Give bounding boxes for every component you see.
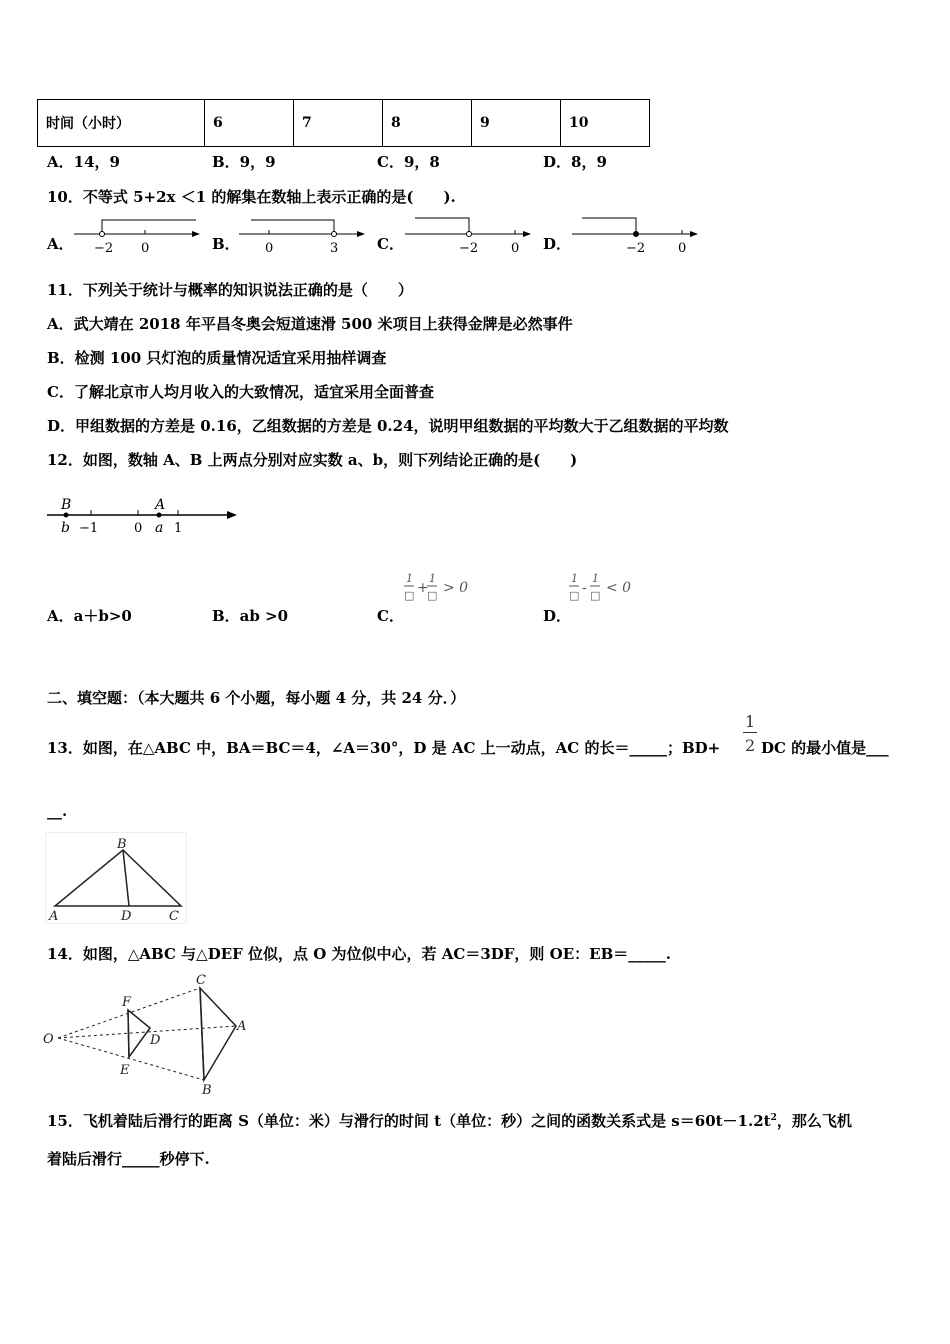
vertex-label: D	[150, 1033, 161, 1048]
table-header-cell: 时间（小时）	[38, 100, 205, 147]
tick-label: a	[155, 520, 164, 536]
q9-option-d: D．8，9	[543, 153, 607, 171]
q12-option-c: C．	[377, 607, 404, 625]
numerator: 1	[571, 572, 578, 585]
vertex-label: F	[122, 995, 132, 1010]
numerator: 1	[592, 572, 599, 585]
q9-option-c: C．9，8	[377, 153, 440, 171]
q10-label-d: D．	[543, 235, 572, 253]
q10-label-a: A．	[47, 235, 74, 253]
q12-d-expression	[568, 570, 648, 606]
table-cell: 6	[205, 100, 294, 147]
relation: < 0	[606, 580, 632, 596]
q10-numberline-c	[403, 214, 533, 256]
tick-label: b	[61, 520, 70, 536]
relation: > 0	[443, 580, 469, 596]
hours-table	[37, 99, 650, 147]
table-row	[38, 100, 650, 147]
vertex-label: O	[43, 1032, 54, 1047]
q10-numberline-b	[237, 214, 367, 256]
point-label-A: A	[155, 497, 166, 513]
operator: -	[582, 580, 587, 596]
q13-frac-den: 2	[745, 736, 756, 755]
section-heading: 二、填空题：（本大题共 6 个小题，每小题 4 分，共 24 分．）	[47, 689, 466, 707]
q13-stem: 13．如图，在△ABC 中，BA＝BC＝4，∠A＝30°，D 是 AC 上一动点，AC 的长＝_____；BD+	[47, 739, 721, 757]
q12-option-a: A．a＋b>0	[47, 607, 132, 625]
q12-stem: 12．如图，数轴 A、B 上两点分别对应实数 a、b，则下列结论正确的是( )	[47, 451, 578, 469]
tick-label: 0	[678, 241, 687, 256]
q12-c-expression	[403, 570, 483, 606]
q15-text-tail: ，那么飞机	[776, 1112, 852, 1130]
q10-numberline-a	[72, 214, 202, 256]
denominator: □	[569, 589, 580, 602]
numerator: 1	[406, 572, 413, 585]
point-label-B: B	[61, 497, 72, 513]
vertex-label: C	[196, 973, 206, 988]
tick-label: −1	[79, 521, 99, 536]
q11-option-a: A．武大靖在 2018 年平昌冬奥会短道速滑 500 米项目上获得金牌是必然事件	[47, 315, 573, 333]
vertex-label: C	[169, 909, 179, 924]
tick-label: −2	[626, 241, 646, 256]
q10-label-b: B．	[212, 235, 240, 253]
denominator: □	[427, 589, 438, 602]
tick-label: 1	[174, 521, 183, 536]
tick-label: −2	[459, 241, 479, 256]
q15-text: 15．飞机着陆后滑行的距离 S（单位：米）与滑行的时间 t（单位：秒）之间的函数关系式是 s＝60t－1.2t	[47, 1112, 771, 1130]
q9-option-b: B．9，9	[212, 153, 276, 171]
tick-label: 0	[141, 241, 150, 256]
q10-numberline-d	[570, 214, 700, 256]
tick-label: 3	[330, 241, 339, 256]
tick-label: 0	[134, 521, 143, 536]
vertex-label: B	[202, 1083, 212, 1098]
vertex-label: A	[49, 909, 59, 924]
q12-option-d: D．	[543, 607, 572, 625]
table-cell: 10	[561, 100, 650, 147]
denominator: □	[590, 589, 601, 602]
q11-stem: 11．下列关于统计与概率的知识说法正确的是（ ）	[47, 281, 413, 299]
tick-label: −2	[94, 241, 114, 256]
q9-option-a: A．14，9	[47, 153, 120, 171]
numerator: 1	[429, 572, 436, 585]
table-cell: 7	[294, 100, 383, 147]
vertex-label: B	[117, 837, 127, 852]
denominator: □	[404, 589, 415, 602]
q14-homothety-figure	[40, 970, 255, 1098]
q13-continuation: __.	[47, 802, 68, 820]
tick-label: 0	[265, 241, 274, 256]
vertex-label: A	[237, 1019, 247, 1034]
table-cell: 8	[383, 100, 472, 147]
q13-frac-num: 1	[745, 712, 756, 731]
q15-line1	[47, 1110, 852, 1131]
q10-label-c: C．	[377, 235, 404, 253]
q13-frac-bar	[743, 732, 757, 733]
q13-tail: DC 的最小值是___	[761, 739, 889, 757]
q12-numberline	[45, 494, 240, 540]
operator: +	[417, 580, 429, 596]
vertex-label: E	[120, 1063, 130, 1078]
tick-label: 0	[511, 241, 520, 256]
q13-triangle-figure	[45, 832, 187, 924]
table-cell: 9	[472, 100, 561, 147]
q11-option-d: D．甲组数据的方差是 0.16，乙组数据的方差是 0.24，说明甲组数据的平均数大于乙组数据的平均数	[47, 417, 729, 435]
q11-option-b: B．检测 100 只灯泡的质量情况适宜采用抽样调查	[47, 349, 387, 367]
q11-option-c: C．了解北京市人均月收入的大致情况，适宜采用全面普查	[47, 383, 434, 401]
q12-option-b: B．ab >0	[212, 607, 289, 625]
q15-exponent: 2	[770, 1113, 777, 1123]
q14-stem: 14．如图，△ABC 与△DEF 位似，点 O 为位似中心，若 AC＝3DF，则 OE：EB＝_____.	[47, 945, 671, 963]
vertex-label: D	[121, 909, 132, 924]
q15-line2: 着陆后滑行_____秒停下.	[47, 1150, 210, 1168]
q10-stem: 10．不等式 5+2x ＜1 的解集在数轴上表示正确的是( ).	[47, 188, 456, 206]
